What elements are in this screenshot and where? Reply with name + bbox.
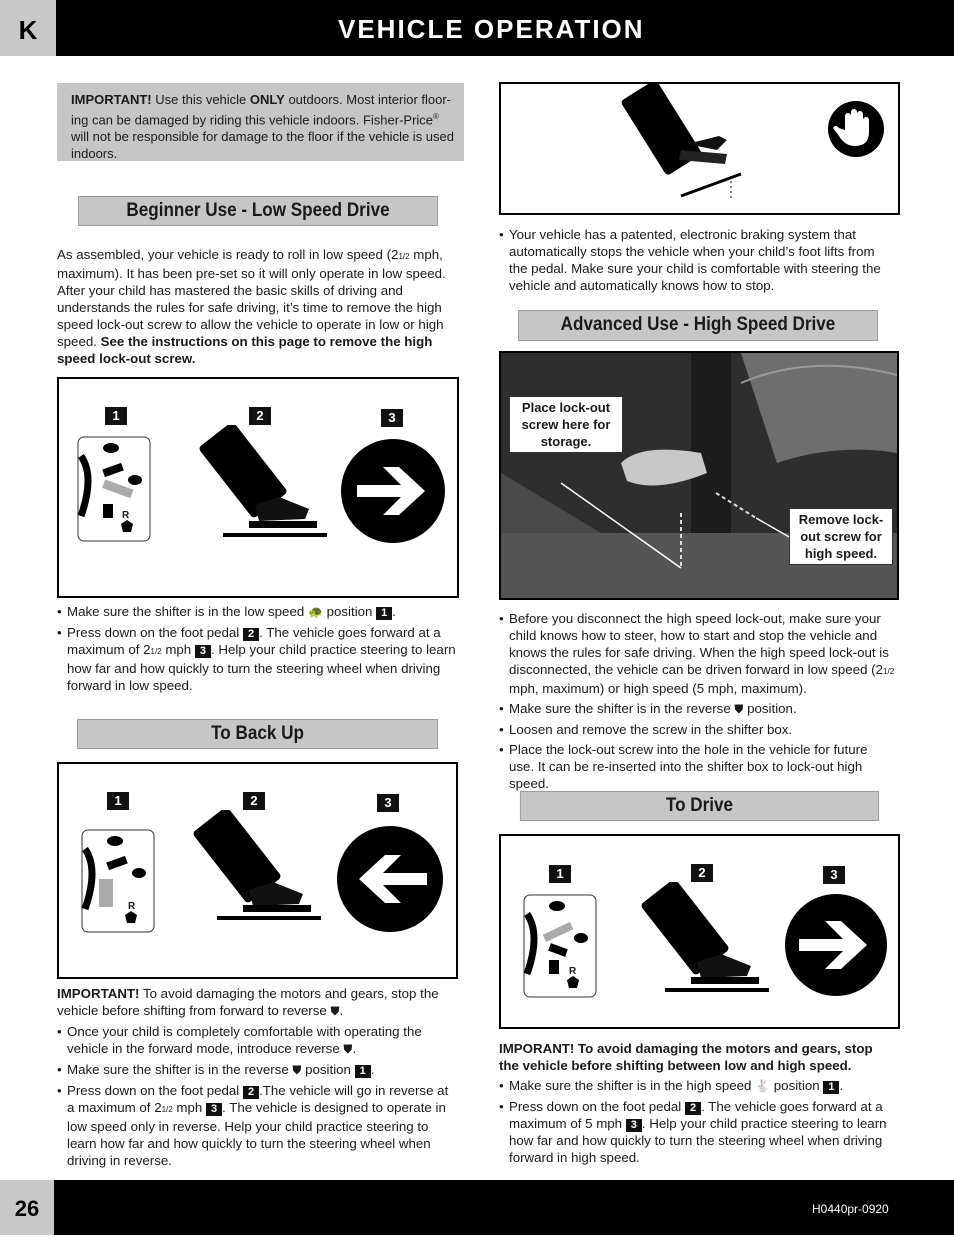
list-item: • Before you disconnect the high speed lock-out, make sure your child knows how to steer, how to start and stop the vehicle and knows the rules for safe driving. When the high speed lock-out is disconnected, the vehicle can be driven forward in low speed (21/2 mph, maximum) or high speed (5 mph, maximum). (499, 610, 895, 697)
forward-arrow-icon (339, 437, 447, 545)
list-item: • Press down on the foot pedal 2 .The vehicle will go in reverse at a maximum of 21/2 mph 3 . The vehicle is designed to operate in low speed only in reverse. Help your child practice steering to learn how far and how quickly to turn the steering wheel when driving in reverse. (57, 1082, 457, 1169)
label-remove-screw: Remove lock-out screw for high speed. (789, 508, 893, 565)
page-title: VEHICLE OPERATION (338, 14, 645, 44)
list-item: • Make sure the shifter is in the low speed 🐢 position 1 . (57, 603, 457, 621)
drive-important: IMPORANT! To avoid damaging the motors and gears, stop the vehicle before shifting between low and high speed. (499, 1041, 873, 1073)
list-item: • Loosen and remove the screw in the shifter box. (499, 721, 895, 738)
beginner-paragraph: As assembled, your vehicle is ready to roll in low speed (21/2 mph, maximum). It has been pre-set so it will only operate in low speed. After your child has mastered the basic skills of driving and understands the rules for safe driving, it’s time to remove the high speed lock-out screw to allow the vehicle to operate in low or high speed. See the instructions on this page to remove the high speed lock-out screw. (57, 247, 446, 366)
list-item: • Press down on the foot pedal 2 . The vehicle goes forward at a maximum of 21/2 mph 3 . Help your child practice steering to learn how far and how quickly to turn the steering wheel when driving forward in low speed. (57, 624, 457, 694)
page-number: 26 (0, 1180, 54, 1235)
backup-figure (57, 762, 458, 979)
list-item: • Once your child is completely comfortable with operating the vehicle in the forward mode, introduce reverse ⛊. (57, 1023, 457, 1058)
list-item: • Place the lock-out screw into the hole in the vehicle for future use. It can be re-inserted into the shifter box to lock-out high speed. (499, 741, 895, 792)
step-tag-1: 1 (105, 407, 127, 425)
braking-text (499, 226, 895, 297)
turtle-icon: 🐢 (307, 605, 323, 619)
foot-pedal-icon (635, 882, 771, 998)
foot-pedal-icon (193, 425, 329, 543)
list-item: • Make sure the shifter is in the reverse ⛊ position 1 . (57, 1061, 457, 1079)
step-tag-1: 1 (107, 792, 129, 810)
document-code: H0440pr-0920 (812, 1202, 889, 1216)
list-item: • Press down on the foot pedal 2 . The vehicle goes forward at a maximum of 5 mph 3 . Help your child practice steering to learn how far and how quickly to turn the steering wheel when driving forward in high speed. (499, 1098, 895, 1166)
shifter-reverse-icon (81, 829, 157, 935)
shifter-r-label: R (122, 510, 130, 521)
beginner-bullets (57, 603, 457, 697)
advanced-bullets (499, 610, 895, 795)
beginner-heading: Beginner Use - Low Speed Drive (78, 196, 438, 226)
foot-pedal-icon (611, 84, 761, 204)
shifter-low-icon (77, 436, 153, 544)
reverse-arrow-icon (335, 824, 445, 934)
shifter-high-icon (523, 894, 599, 1000)
reverse-shield-icon: ⛊ (330, 1004, 340, 1018)
step-tag-2: 2 (243, 792, 265, 810)
step-tag-2: 2 (691, 864, 713, 882)
stop-hand-icon (827, 100, 885, 158)
drive-bullets (499, 1077, 895, 1169)
footer-bar (0, 1180, 954, 1235)
backup-heading: To Back Up (77, 719, 438, 749)
shifter-r-label: R (128, 901, 136, 912)
shifter-r-label: R (569, 966, 577, 977)
backup-important: IMPORTANT! To avoid damaging the motors and gears, stop the vehicle before shifting from forward to reverse ⛊. (57, 986, 439, 1018)
section-letter: K (0, 0, 56, 56)
reverse-shield-icon: ⛊ (343, 1042, 353, 1056)
drive-heading: To Drive (520, 791, 879, 821)
brake-figure (499, 82, 900, 215)
beginner-figure (57, 377, 459, 598)
reverse-shield-icon: ⛊ (292, 1063, 302, 1077)
step-tag-3: 3 (377, 794, 399, 812)
forward-arrow-icon (783, 892, 889, 998)
important-note: IMPORTANT! Use this vehicle ONLY outdoors. Most interior floor-ing can be damaged by riding this vehicle indoors. Fisher-Price® will not be responsible for damage to the floor if the vehicle is used indoors. (57, 83, 464, 161)
lockout-photo (499, 351, 899, 600)
backup-bullets (57, 1023, 457, 1172)
reverse-shield-icon: ⛊ (734, 702, 744, 716)
list-item: • Make sure the shifter is in the high speed 🐇 position 1 . (499, 1077, 895, 1095)
label-place-screw: Place lock-out screw here for storage. (509, 396, 623, 453)
rabbit-icon: 🐇 (755, 1079, 771, 1093)
step-tag-3: 3 (381, 409, 403, 427)
step-tag-2: 2 (249, 407, 271, 425)
foot-pedal-icon (187, 810, 323, 926)
list-item: • Your vehicle has a patented, electronic braking system that automatically stops the vehicle when your child’s foot lifts from the pedal. Make sure your child is comfortable with steering the vehicle and automatically knows how to stop. (499, 226, 895, 294)
step-tag-1: 1 (549, 865, 571, 883)
list-item: • Make sure the shifter is in the reverse ⛊ position. (499, 700, 895, 718)
step-tag-3: 3 (823, 866, 845, 884)
advanced-heading: Advanced Use - High Speed Drive (518, 310, 878, 341)
drive-figure (499, 834, 900, 1029)
